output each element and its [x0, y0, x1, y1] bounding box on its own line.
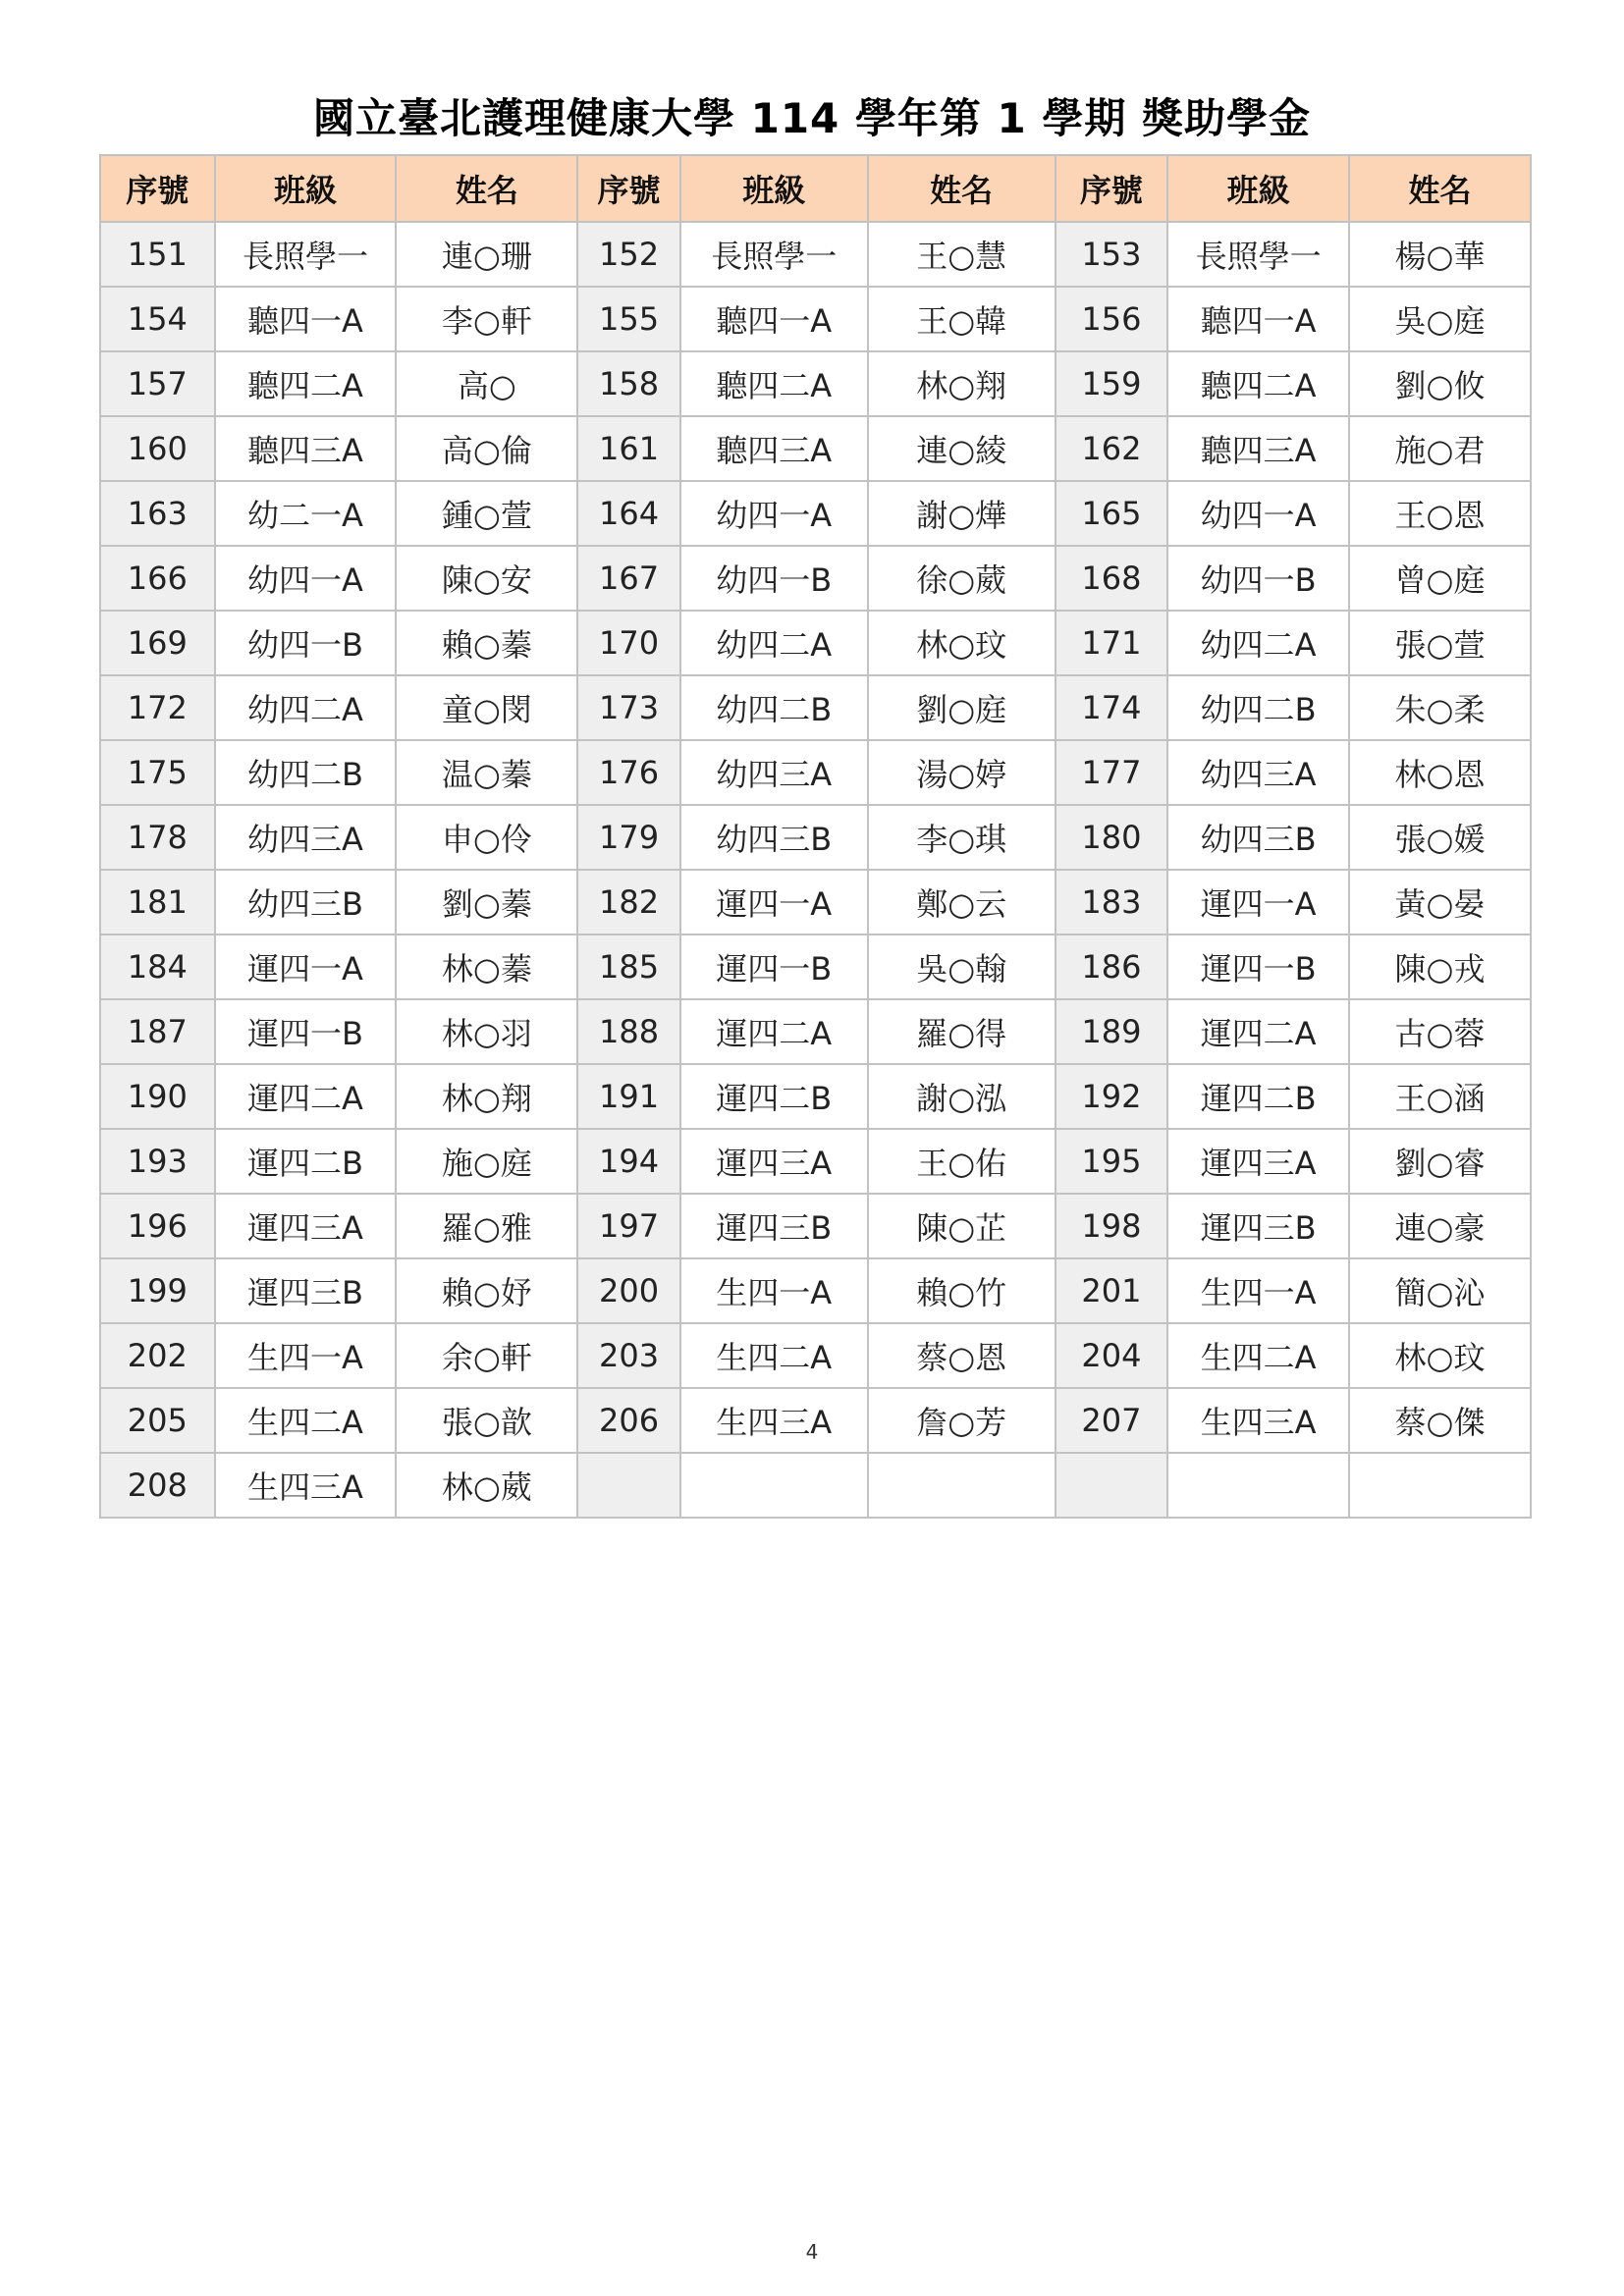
sequence-cell: 151	[100, 222, 215, 287]
name-cell: 王○韓	[868, 287, 1056, 351]
class-cell: 幼四二A	[215, 675, 397, 740]
class-cell: 聽四三A	[680, 416, 868, 481]
name-cell: 黃○晏	[1349, 870, 1531, 934]
name-cell: 張○媛	[1349, 805, 1531, 870]
class-cell: 生四一A	[215, 1323, 397, 1388]
table-row	[100, 222, 1531, 287]
table-row	[100, 1258, 1531, 1323]
sequence-cell: 201	[1056, 1258, 1168, 1323]
name-cell: 羅○得	[868, 999, 1056, 1064]
class-cell: 運四一A	[215, 934, 397, 999]
name-cell: 陳○芷	[868, 1194, 1056, 1258]
class-cell: 幼四一A	[215, 546, 397, 611]
sequence-cell: 157	[100, 351, 215, 416]
name-cell: 王○涵	[1349, 1064, 1531, 1129]
class-cell: 運四二A	[1167, 999, 1349, 1064]
sequence-cell: 163	[100, 481, 215, 546]
class-cell: 幼四三B	[215, 870, 397, 934]
class-cell: 運四三B	[680, 1194, 868, 1258]
name-cell	[868, 1453, 1056, 1518]
class-cell: 運四一A	[680, 870, 868, 934]
table-body	[100, 222, 1531, 1518]
class-cell: 長照學一	[1167, 222, 1349, 287]
sequence-cell: 184	[100, 934, 215, 999]
name-cell: 陳○安	[396, 546, 577, 611]
class-cell: 運四三B	[215, 1258, 397, 1323]
sequence-cell: 177	[1056, 740, 1168, 805]
class-cell: 運四三A	[215, 1194, 397, 1258]
sequence-cell: 183	[1056, 870, 1168, 934]
sequence-cell: 189	[1056, 999, 1168, 1064]
table-header-row	[100, 155, 1531, 222]
class-cell: 運四三A	[1167, 1129, 1349, 1194]
name-cell: 謝○泓	[868, 1064, 1056, 1129]
scholarship-table	[99, 154, 1532, 1519]
class-cell: 幼二一A	[215, 481, 397, 546]
class-cell: 幼四三A	[215, 805, 397, 870]
table-row	[100, 675, 1531, 740]
name-cell	[1349, 1453, 1531, 1518]
sequence-cell: 188	[577, 999, 680, 1064]
sequence-cell: 166	[100, 546, 215, 611]
table-row	[100, 1323, 1531, 1388]
name-cell: 張○萱	[1349, 611, 1531, 675]
sequence-cell: 194	[577, 1129, 680, 1194]
name-cell: 林○翔	[868, 351, 1056, 416]
name-cell: 林○羽	[396, 999, 577, 1064]
name-cell: 高○	[396, 351, 577, 416]
sequence-cell: 161	[577, 416, 680, 481]
name-cell: 李○琪	[868, 805, 1056, 870]
name-cell: 楊○華	[1349, 222, 1531, 287]
table-row	[100, 999, 1531, 1064]
sequence-cell: 165	[1056, 481, 1168, 546]
name-cell: 王○佑	[868, 1129, 1056, 1194]
name-cell: 林○翔	[396, 1064, 577, 1129]
sequence-cell: 155	[577, 287, 680, 351]
table-row	[100, 1388, 1531, 1453]
sequence-cell: 176	[577, 740, 680, 805]
document-title: 國立臺北護理健康大學 114 學年第 1 學期 獎助學金	[312, 94, 1311, 142]
name-cell: 吳○庭	[1349, 287, 1531, 351]
name-cell: 賴○蓁	[396, 611, 577, 675]
name-cell: 陳○戎	[1349, 934, 1531, 999]
class-cell: 生四二A	[1167, 1323, 1349, 1388]
sequence-cell: 192	[1056, 1064, 1168, 1129]
sequence-cell: 171	[1056, 611, 1168, 675]
class-cell: 幼四三A	[680, 740, 868, 805]
sequence-cell: 167	[577, 546, 680, 611]
class-cell: 幼四一B	[1167, 546, 1349, 611]
name-cell: 古○蓉	[1349, 999, 1531, 1064]
class-cell: 運四一A	[1167, 870, 1349, 934]
sequence-cell: 193	[100, 1129, 215, 1194]
name-cell: 林○玟	[868, 611, 1056, 675]
sequence-cell: 159	[1056, 351, 1168, 416]
page-number: 4	[805, 2240, 819, 2264]
table-row	[100, 416, 1531, 481]
class-cell: 生四一A	[1167, 1258, 1349, 1323]
name-cell: 連○珊	[396, 222, 577, 287]
name-cell: 徐○葳	[868, 546, 1056, 611]
class-cell	[1167, 1453, 1349, 1518]
name-cell: 曾○庭	[1349, 546, 1531, 611]
table-row	[100, 1129, 1531, 1194]
table-row	[100, 546, 1531, 611]
class-cell: 幼四一B	[680, 546, 868, 611]
class-cell: 生四二A	[215, 1388, 397, 1453]
sequence-cell: 196	[100, 1194, 215, 1258]
class-cell: 幼四三A	[1167, 740, 1349, 805]
class-cell: 運四二B	[1167, 1064, 1349, 1129]
sequence-cell: 173	[577, 675, 680, 740]
name-cell: 吳○翰	[868, 934, 1056, 999]
sequence-cell	[1056, 1453, 1168, 1518]
name-cell: 王○慧	[868, 222, 1056, 287]
sequence-cell: 179	[577, 805, 680, 870]
sequence-cell: 187	[100, 999, 215, 1064]
table-row	[100, 611, 1531, 675]
name-cell: 施○君	[1349, 416, 1531, 481]
table-row	[100, 934, 1531, 999]
table-row	[100, 1064, 1531, 1129]
sequence-cell: 185	[577, 934, 680, 999]
sequence-cell: 178	[100, 805, 215, 870]
name-cell: 賴○妤	[396, 1258, 577, 1323]
name-cell: 湯○婷	[868, 740, 1056, 805]
name-cell: 林○玟	[1349, 1323, 1531, 1388]
class-cell: 幼四一A	[1167, 481, 1349, 546]
name-cell: 詹○芳	[868, 1388, 1056, 1453]
class-cell: 幼四二B	[215, 740, 397, 805]
sequence-cell: 198	[1056, 1194, 1168, 1258]
sequence-cell: 158	[577, 351, 680, 416]
class-cell: 聽四三A	[1167, 416, 1349, 481]
sequence-cell: 160	[100, 416, 215, 481]
name-cell: 李○軒	[396, 287, 577, 351]
class-cell: 運四二B	[680, 1064, 868, 1129]
class-cell: 運四一B	[680, 934, 868, 999]
sequence-cell: 156	[1056, 287, 1168, 351]
class-cell: 長照學一	[215, 222, 397, 287]
sequence-cell: 191	[577, 1064, 680, 1129]
table-row	[100, 481, 1531, 546]
name-cell: 蔡○傑	[1349, 1388, 1531, 1453]
sequence-cell: 200	[577, 1258, 680, 1323]
name-cell: 謝○燁	[868, 481, 1056, 546]
name-cell: 劉○攸	[1349, 351, 1531, 416]
name-cell: 劉○蓁	[396, 870, 577, 934]
class-header: 班級	[680, 155, 868, 222]
name-cell: 羅○雅	[396, 1194, 577, 1258]
class-cell: 運四三A	[680, 1129, 868, 1194]
class-cell	[680, 1453, 868, 1518]
sequence-cell: 174	[1056, 675, 1168, 740]
class-cell: 聽四三A	[215, 416, 397, 481]
sequence-header: 序號	[100, 155, 215, 222]
class-cell: 運四一B	[1167, 934, 1349, 999]
class-cell: 運四二A	[215, 1064, 397, 1129]
name-header: 姓名	[1349, 155, 1531, 222]
class-cell: 聽四一A	[680, 287, 868, 351]
class-cell: 生四二A	[680, 1323, 868, 1388]
table-row	[100, 805, 1531, 870]
name-cell: 賴○竹	[868, 1258, 1056, 1323]
name-cell: 劉○庭	[868, 675, 1056, 740]
name-cell: 朱○柔	[1349, 675, 1531, 740]
name-cell: 簡○沁	[1349, 1258, 1531, 1323]
sequence-cell: 195	[1056, 1129, 1168, 1194]
sequence-cell: 202	[100, 1323, 215, 1388]
sequence-cell: 153	[1056, 222, 1168, 287]
name-cell: 林○恩	[1349, 740, 1531, 805]
sequence-cell: 170	[577, 611, 680, 675]
name-cell: 鍾○萱	[396, 481, 577, 546]
sequence-cell: 152	[577, 222, 680, 287]
class-cell: 幼四二B	[1167, 675, 1349, 740]
name-cell: 連○綾	[868, 416, 1056, 481]
name-cell: 余○軒	[396, 1323, 577, 1388]
class-header: 班級	[215, 155, 397, 222]
sequence-cell: 168	[1056, 546, 1168, 611]
name-cell: 劉○睿	[1349, 1129, 1531, 1194]
sequence-cell: 204	[1056, 1323, 1168, 1388]
table-row	[100, 351, 1531, 416]
sequence-cell: 164	[577, 481, 680, 546]
sequence-cell: 206	[577, 1388, 680, 1453]
sequence-cell: 180	[1056, 805, 1168, 870]
table-row	[100, 1453, 1531, 1518]
class-cell: 幼四二A	[680, 611, 868, 675]
sequence-cell: 207	[1056, 1388, 1168, 1453]
class-cell: 幼四三B	[680, 805, 868, 870]
class-header: 班級	[1167, 155, 1349, 222]
sequence-cell: 208	[100, 1453, 215, 1518]
class-cell: 聽四一A	[215, 287, 397, 351]
sequence-cell: 199	[100, 1258, 215, 1323]
name-cell: 連○豪	[1349, 1194, 1531, 1258]
class-cell: 聽四一A	[1167, 287, 1349, 351]
name-cell: 林○葳	[396, 1453, 577, 1518]
sequence-cell: 205	[100, 1388, 215, 1453]
table-row	[100, 740, 1531, 805]
name-cell: 蔡○恩	[868, 1323, 1056, 1388]
sequence-cell: 182	[577, 870, 680, 934]
class-cell: 運四一B	[215, 999, 397, 1064]
sequence-cell: 154	[100, 287, 215, 351]
name-cell: 張○歆	[396, 1388, 577, 1453]
class-cell: 聽四二A	[1167, 351, 1349, 416]
name-cell: 申○伶	[396, 805, 577, 870]
sequence-header: 序號	[577, 155, 680, 222]
name-cell: 林○蓁	[396, 934, 577, 999]
name-cell: 童○閔	[396, 675, 577, 740]
sequence-cell: 172	[100, 675, 215, 740]
sequence-cell: 197	[577, 1194, 680, 1258]
class-cell: 幼四三B	[1167, 805, 1349, 870]
class-cell: 幼四二A	[1167, 611, 1349, 675]
class-cell: 幼四一A	[680, 481, 868, 546]
table-row	[100, 287, 1531, 351]
name-cell: 温○蓁	[396, 740, 577, 805]
sequence-cell: 162	[1056, 416, 1168, 481]
name-cell: 施○庭	[396, 1129, 577, 1194]
name-cell: 鄭○云	[868, 870, 1056, 934]
name-header: 姓名	[396, 155, 577, 222]
name-cell: 王○恩	[1349, 481, 1531, 546]
class-cell: 聽四二A	[680, 351, 868, 416]
sequence-cell: 190	[100, 1064, 215, 1129]
table-row	[100, 1194, 1531, 1258]
class-cell: 運四二B	[215, 1129, 397, 1194]
sequence-cell: 181	[100, 870, 215, 934]
sequence-cell: 186	[1056, 934, 1168, 999]
class-cell: 生四三A	[680, 1388, 868, 1453]
name-header: 姓名	[868, 155, 1056, 222]
class-cell: 聽四二A	[215, 351, 397, 416]
sequence-cell: 169	[100, 611, 215, 675]
class-cell: 運四三B	[1167, 1194, 1349, 1258]
class-cell: 幼四一B	[215, 611, 397, 675]
sequence-cell: 175	[100, 740, 215, 805]
class-cell: 生四三A	[215, 1453, 397, 1518]
sequence-header: 序號	[1056, 155, 1168, 222]
class-cell: 長照學一	[680, 222, 868, 287]
class-cell: 生四一A	[680, 1258, 868, 1323]
sequence-cell: 203	[577, 1323, 680, 1388]
class-cell: 生四三A	[1167, 1388, 1349, 1453]
name-cell: 高○倫	[396, 416, 577, 481]
class-cell: 運四二A	[680, 999, 868, 1064]
table-row	[100, 870, 1531, 934]
class-cell: 幼四二B	[680, 675, 868, 740]
sequence-cell	[577, 1453, 680, 1518]
